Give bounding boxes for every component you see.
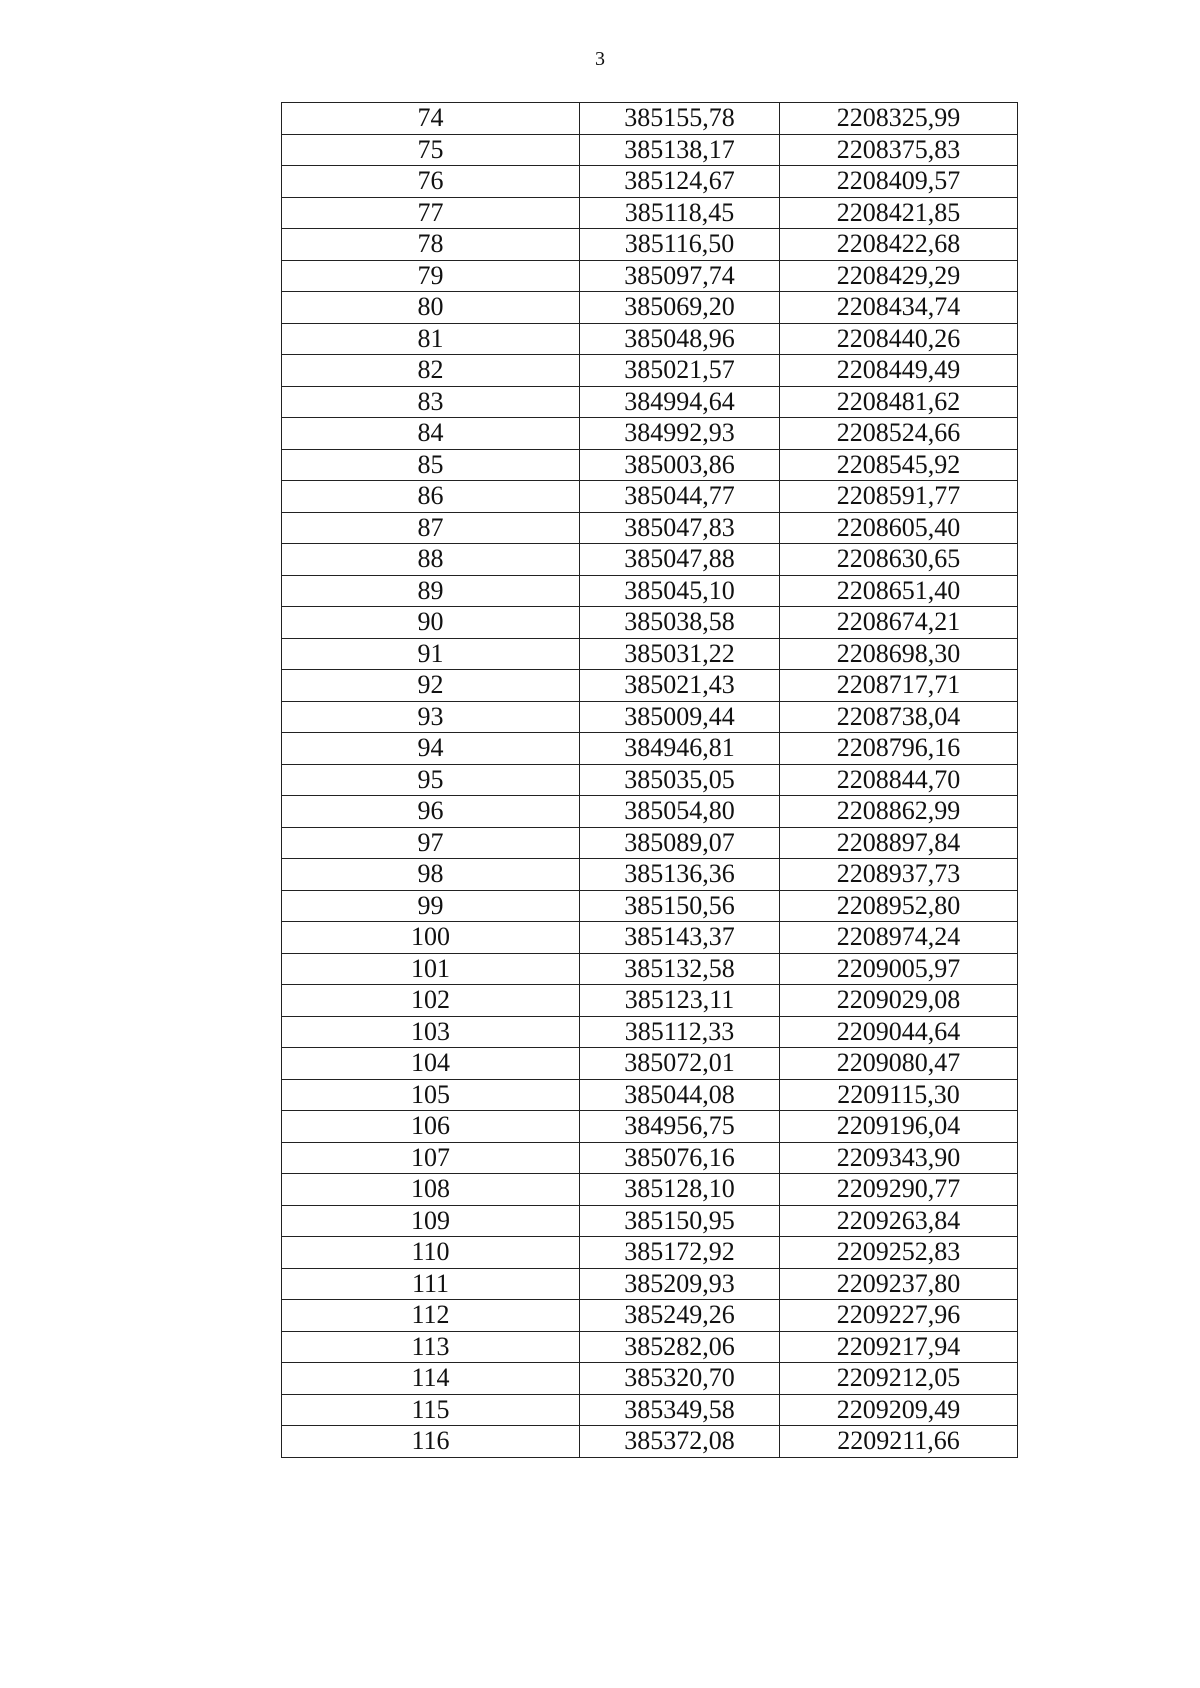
table-row [282, 512, 1018, 544]
y-coordinate-cell: 2208481,62 [780, 386, 1018, 418]
point-number-cell: 74 [282, 103, 580, 135]
x-coordinate-cell: 385128,10 [580, 1174, 780, 1206]
y-coordinate-cell: 2208974,24 [780, 922, 1018, 954]
point-number-cell: 75 [282, 134, 580, 166]
y-coordinate-cell: 2209115,30 [780, 1079, 1018, 1111]
y-coordinate-cell: 2209044,64 [780, 1016, 1018, 1048]
table-row [282, 575, 1018, 607]
point-number-cell: 94 [282, 733, 580, 765]
y-coordinate-cell: 2208738,04 [780, 701, 1018, 733]
x-coordinate-cell: 385118,45 [580, 197, 780, 229]
point-number-cell: 88 [282, 544, 580, 576]
x-coordinate-cell: 385282,06 [580, 1331, 780, 1363]
point-number-cell: 96 [282, 796, 580, 828]
point-number-cell: 101 [282, 953, 580, 985]
table-row [282, 764, 1018, 796]
table-row [282, 607, 1018, 639]
point-number-cell: 79 [282, 260, 580, 292]
table-row [282, 1016, 1018, 1048]
point-number-cell: 85 [282, 449, 580, 481]
table-row [282, 670, 1018, 702]
point-number-cell: 111 [282, 1268, 580, 1300]
x-coordinate-cell: 385021,57 [580, 355, 780, 387]
y-coordinate-cell: 2209196,04 [780, 1111, 1018, 1143]
point-number-cell: 106 [282, 1111, 580, 1143]
table-row [282, 260, 1018, 292]
y-coordinate-cell: 2209005,97 [780, 953, 1018, 985]
x-coordinate-cell: 385072,01 [580, 1048, 780, 1080]
point-number-cell: 81 [282, 323, 580, 355]
x-coordinate-cell: 385155,78 [580, 103, 780, 135]
point-number-cell: 113 [282, 1331, 580, 1363]
coordinates-table [281, 102, 1018, 1458]
x-coordinate-cell: 385136,36 [580, 859, 780, 891]
x-coordinate-cell: 385003,86 [580, 449, 780, 481]
table-row [282, 827, 1018, 859]
table-row [282, 229, 1018, 261]
x-coordinate-cell: 385150,95 [580, 1205, 780, 1237]
point-number-cell: 95 [282, 764, 580, 796]
point-number-cell: 112 [282, 1300, 580, 1332]
point-number-cell: 110 [282, 1237, 580, 1269]
table-row [282, 1205, 1018, 1237]
table-row [282, 922, 1018, 954]
y-coordinate-cell: 2209263,84 [780, 1205, 1018, 1237]
table-row [282, 1111, 1018, 1143]
x-coordinate-cell: 384956,75 [580, 1111, 780, 1143]
point-number-cell: 82 [282, 355, 580, 387]
x-coordinate-cell: 385150,56 [580, 890, 780, 922]
y-coordinate-cell: 2208422,68 [780, 229, 1018, 261]
table-row [282, 197, 1018, 229]
y-coordinate-cell: 2208630,65 [780, 544, 1018, 576]
table-row [282, 544, 1018, 576]
y-coordinate-cell: 2209252,83 [780, 1237, 1018, 1269]
table-row [282, 1300, 1018, 1332]
x-coordinate-cell: 385132,58 [580, 953, 780, 985]
x-coordinate-cell: 385249,26 [580, 1300, 780, 1332]
point-number-cell: 77 [282, 197, 580, 229]
x-coordinate-cell: 385047,88 [580, 544, 780, 576]
point-number-cell: 91 [282, 638, 580, 670]
point-number-cell: 98 [282, 859, 580, 891]
x-coordinate-cell: 385044,77 [580, 481, 780, 513]
point-number-cell: 99 [282, 890, 580, 922]
table-row [282, 355, 1018, 387]
table-row [282, 1268, 1018, 1300]
y-coordinate-cell: 2208698,30 [780, 638, 1018, 670]
x-coordinate-cell: 385076,16 [580, 1142, 780, 1174]
y-coordinate-cell: 2208449,49 [780, 355, 1018, 387]
x-coordinate-cell: 385209,93 [580, 1268, 780, 1300]
table-row [282, 292, 1018, 324]
y-coordinate-cell: 2208605,40 [780, 512, 1018, 544]
x-coordinate-cell: 385089,07 [580, 827, 780, 859]
y-coordinate-cell: 2208591,77 [780, 481, 1018, 513]
y-coordinate-cell: 2208937,73 [780, 859, 1018, 891]
table-row [282, 1237, 1018, 1269]
x-coordinate-cell: 384946,81 [580, 733, 780, 765]
table-row [282, 1048, 1018, 1080]
point-number-cell: 109 [282, 1205, 580, 1237]
point-number-cell: 78 [282, 229, 580, 261]
point-number-cell: 104 [282, 1048, 580, 1080]
x-coordinate-cell: 385143,37 [580, 922, 780, 954]
x-coordinate-cell: 385123,11 [580, 985, 780, 1017]
table-row [282, 1079, 1018, 1111]
x-coordinate-cell: 385054,80 [580, 796, 780, 828]
point-number-cell: 92 [282, 670, 580, 702]
point-number-cell: 103 [282, 1016, 580, 1048]
point-number-cell: 80 [282, 292, 580, 324]
table-row [282, 166, 1018, 198]
coordinates-table-body [282, 103, 1018, 1458]
x-coordinate-cell: 385048,96 [580, 323, 780, 355]
table-row [282, 1142, 1018, 1174]
table-row [282, 134, 1018, 166]
point-number-cell: 114 [282, 1363, 580, 1395]
x-coordinate-cell: 385038,58 [580, 607, 780, 639]
x-coordinate-cell: 385044,08 [580, 1079, 780, 1111]
y-coordinate-cell: 2209343,90 [780, 1142, 1018, 1174]
x-coordinate-cell: 385320,70 [580, 1363, 780, 1395]
table-row [282, 481, 1018, 513]
point-number-cell: 89 [282, 575, 580, 607]
y-coordinate-cell: 2209080,47 [780, 1048, 1018, 1080]
y-coordinate-cell: 2209217,94 [780, 1331, 1018, 1363]
table-row [282, 386, 1018, 418]
x-coordinate-cell: 385045,10 [580, 575, 780, 607]
x-coordinate-cell: 385372,08 [580, 1426, 780, 1458]
x-coordinate-cell: 385138,17 [580, 134, 780, 166]
y-coordinate-cell: 2208796,16 [780, 733, 1018, 765]
x-coordinate-cell: 385009,44 [580, 701, 780, 733]
y-coordinate-cell: 2209227,96 [780, 1300, 1018, 1332]
y-coordinate-cell: 2209209,49 [780, 1394, 1018, 1426]
x-coordinate-cell: 385097,74 [580, 260, 780, 292]
x-coordinate-cell: 385172,92 [580, 1237, 780, 1269]
point-number-cell: 100 [282, 922, 580, 954]
table-row [282, 638, 1018, 670]
point-number-cell: 87 [282, 512, 580, 544]
table-row [282, 1426, 1018, 1458]
page-number: 3 [595, 48, 605, 70]
table-row [282, 796, 1018, 828]
point-number-cell: 115 [282, 1394, 580, 1426]
point-number-cell: 108 [282, 1174, 580, 1206]
table-row [282, 103, 1018, 135]
x-coordinate-cell: 384992,93 [580, 418, 780, 450]
y-coordinate-cell: 2208651,40 [780, 575, 1018, 607]
table-row [282, 890, 1018, 922]
point-number-cell: 105 [282, 1079, 580, 1111]
y-coordinate-cell: 2208421,85 [780, 197, 1018, 229]
table-row [282, 953, 1018, 985]
y-coordinate-cell: 2208897,84 [780, 827, 1018, 859]
x-coordinate-cell: 385349,58 [580, 1394, 780, 1426]
y-coordinate-cell: 2209290,77 [780, 1174, 1018, 1206]
point-number-cell: 83 [282, 386, 580, 418]
x-coordinate-cell: 385047,83 [580, 512, 780, 544]
y-coordinate-cell: 2208952,80 [780, 890, 1018, 922]
point-number-cell: 116 [282, 1426, 580, 1458]
table-row [282, 1331, 1018, 1363]
point-number-cell: 86 [282, 481, 580, 513]
x-coordinate-cell: 385031,22 [580, 638, 780, 670]
point-number-cell: 84 [282, 418, 580, 450]
y-coordinate-cell: 2209211,66 [780, 1426, 1018, 1458]
table-row [282, 985, 1018, 1017]
y-coordinate-cell: 2208717,71 [780, 670, 1018, 702]
y-coordinate-cell: 2208545,92 [780, 449, 1018, 481]
x-coordinate-cell: 385112,33 [580, 1016, 780, 1048]
table-row [282, 449, 1018, 481]
y-coordinate-cell: 2208862,99 [780, 796, 1018, 828]
y-coordinate-cell: 2209237,80 [780, 1268, 1018, 1300]
table-row [282, 1174, 1018, 1206]
table-row [282, 1394, 1018, 1426]
y-coordinate-cell: 2208325,99 [780, 103, 1018, 135]
x-coordinate-cell: 385035,05 [580, 764, 780, 796]
y-coordinate-cell: 2208524,66 [780, 418, 1018, 450]
y-coordinate-cell: 2208440,26 [780, 323, 1018, 355]
point-number-cell: 107 [282, 1142, 580, 1174]
y-coordinate-cell: 2208674,21 [780, 607, 1018, 639]
point-number-cell: 93 [282, 701, 580, 733]
y-coordinate-cell: 2208429,29 [780, 260, 1018, 292]
table-row [282, 733, 1018, 765]
table-row [282, 418, 1018, 450]
point-number-cell: 90 [282, 607, 580, 639]
y-coordinate-cell: 2209029,08 [780, 985, 1018, 1017]
y-coordinate-cell: 2208409,57 [780, 166, 1018, 198]
table-row [282, 323, 1018, 355]
y-coordinate-cell: 2209212,05 [780, 1363, 1018, 1395]
x-coordinate-cell: 385116,50 [580, 229, 780, 261]
y-coordinate-cell: 2208375,83 [780, 134, 1018, 166]
x-coordinate-cell: 385124,67 [580, 166, 780, 198]
y-coordinate-cell: 2208844,70 [780, 764, 1018, 796]
x-coordinate-cell: 385069,20 [580, 292, 780, 324]
table-row [282, 859, 1018, 891]
point-number-cell: 76 [282, 166, 580, 198]
table-row [282, 701, 1018, 733]
y-coordinate-cell: 2208434,74 [780, 292, 1018, 324]
table-row [282, 1363, 1018, 1395]
point-number-cell: 97 [282, 827, 580, 859]
point-number-cell: 102 [282, 985, 580, 1017]
x-coordinate-cell: 384994,64 [580, 386, 780, 418]
x-coordinate-cell: 385021,43 [580, 670, 780, 702]
